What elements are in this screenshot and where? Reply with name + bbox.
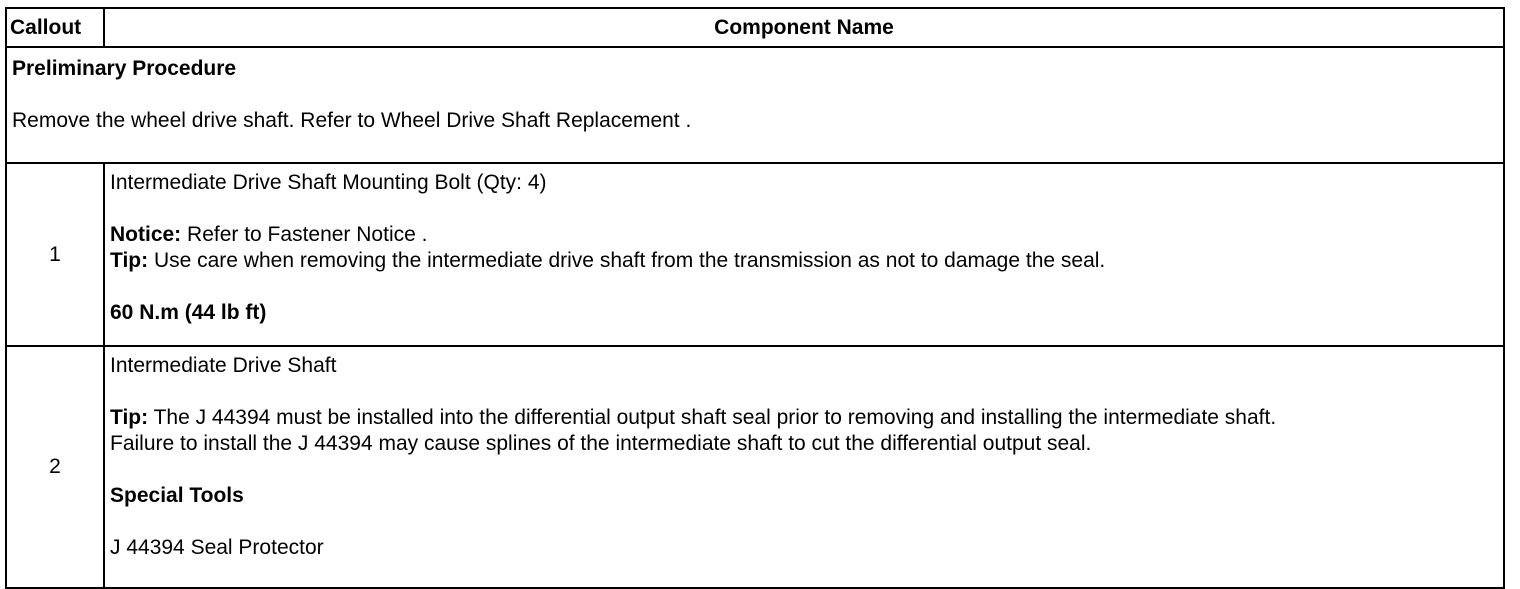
preliminary-procedure-heading: Preliminary Procedure bbox=[12, 57, 237, 80]
header-row bbox=[6, 8, 1504, 47]
table-row bbox=[6, 163, 1504, 346]
component-name: Intermediate Drive Shaft bbox=[110, 354, 337, 377]
special-tools-heading: Special Tools bbox=[110, 484, 244, 507]
component-table bbox=[5, 7, 1505, 589]
component-name: Intermediate Drive Shaft Mounting Bolt (Qty: 4) bbox=[110, 171, 547, 194]
tip-text-continued: Failure to install the J 44394 may cause splines of the intermediate shaft to cut the differential output seal. bbox=[110, 432, 1092, 455]
preliminary-procedure-cell bbox=[6, 47, 1504, 163]
callout-column-header: Callout bbox=[6, 8, 104, 47]
torque-spec: 60 N.m (44 lb ft) bbox=[110, 301, 267, 324]
callout-number: 1 bbox=[6, 163, 104, 346]
tip-line bbox=[110, 405, 1497, 431]
tip-label: Tip: bbox=[110, 406, 149, 429]
tip-label: Tip: bbox=[110, 249, 149, 272]
table-row bbox=[6, 346, 1504, 588]
notice-label: Notice: bbox=[110, 223, 182, 246]
tip-text: Use care when removing the intermediate drive shaft from the transmission as not to damage the seal. bbox=[148, 249, 1106, 272]
preliminary-procedure-row bbox=[6, 47, 1504, 163]
special-tool-item: J 44394 Seal Protector bbox=[110, 536, 324, 559]
notice-text: Refer to Fastener Notice . bbox=[181, 223, 428, 246]
component-cell bbox=[104, 346, 1504, 588]
callout-number: 2 bbox=[6, 346, 104, 588]
component-cell bbox=[104, 163, 1504, 346]
preliminary-procedure-text: Remove the wheel drive shaft. Refer to Wheel Drive Shaft Replacement . bbox=[12, 109, 692, 132]
notice-line bbox=[110, 222, 1497, 248]
tip-text: The J 44394 must be installed into the differential output shaft seal prior to removing and installing the intermediate shaft. bbox=[148, 406, 1277, 429]
tip-line bbox=[110, 248, 1497, 274]
component-name-column-header: Component Name bbox=[104, 8, 1504, 47]
